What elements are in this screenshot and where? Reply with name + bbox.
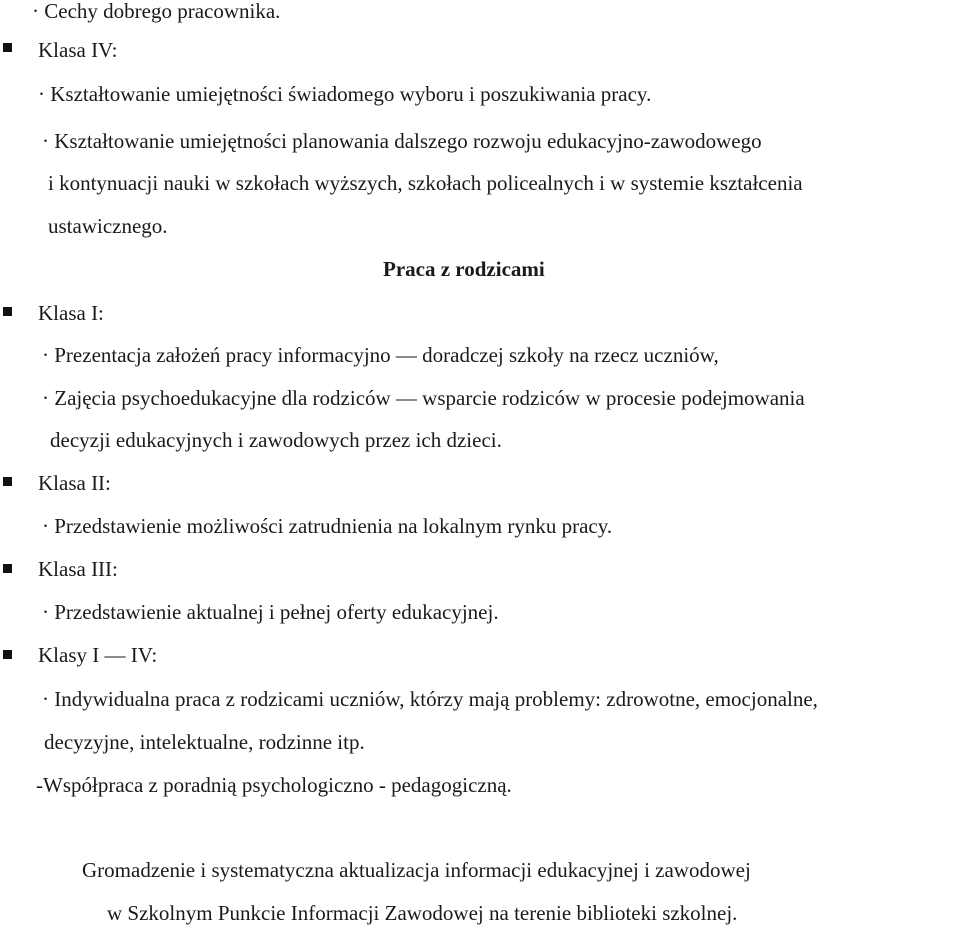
list-item-text: Cechy dobrego pracownika. bbox=[44, 0, 281, 23]
list-item bbox=[42, 342, 719, 368]
class-label: Klasa IV: bbox=[38, 38, 118, 62]
class-label: Klasa I: bbox=[38, 301, 104, 325]
list-item-text: Kształtowanie umiejętności świadomego wyboru i poszukiwania pracy. bbox=[50, 82, 652, 106]
list-item bbox=[32, 0, 280, 24]
list-item bbox=[42, 385, 805, 411]
list-item bbox=[42, 686, 818, 712]
square-bullet-icon bbox=[3, 477, 12, 486]
section-heading: Praca z rodzicami bbox=[383, 257, 545, 281]
list-item-text: Kształtowanie umiejętności planowania dalszego rozwoju edukacyjno-zawodowego bbox=[54, 129, 762, 153]
square-bullet-icon bbox=[3, 43, 12, 52]
list-item bbox=[42, 513, 612, 539]
list-item bbox=[38, 81, 651, 107]
list-item-continuation: decyzyjne, intelektualne, rodzinne itp. bbox=[44, 730, 365, 754]
square-bullet-icon bbox=[3, 650, 12, 659]
dot-marker: · bbox=[38, 82, 45, 106]
dot-marker: · bbox=[42, 687, 49, 711]
dot-marker: · bbox=[42, 129, 49, 153]
list-item bbox=[42, 128, 762, 154]
dot-marker: · bbox=[42, 386, 49, 410]
list-item-text: Przedstawienie aktualnej i pełnej oferty edukacyjnej. bbox=[54, 600, 499, 624]
list-item-text: Indywidualna praca z rodzicami uczniów, którzy mają problemy: zdrowotne, emocjonalne, bbox=[54, 687, 818, 711]
footer-line: w Szkolnym Punkcie Informacji Zawodowej na terenie biblioteki szkolnej. bbox=[107, 901, 738, 925]
dot-marker: · bbox=[42, 343, 49, 367]
list-item-text: Zajęcia psychoedukacyjne dla rodziców — wsparcie rodziców w procesie podejmowania bbox=[54, 386, 805, 410]
list-item-text: Prezentacja założeń pracy informacyjno — doradczej szkoły na rzecz uczniów, bbox=[54, 343, 719, 367]
list-item-continuation: ustawicznego. bbox=[48, 214, 168, 238]
dot-marker: · bbox=[32, 0, 39, 23]
list-item-continuation: decyzji edukacyjnych i zawodowych przez ich dzieci. bbox=[50, 428, 502, 452]
square-bullet-icon bbox=[3, 564, 12, 573]
list-item-text: Przedstawienie możliwości zatrudnienia na lokalnym rynku pracy. bbox=[54, 514, 613, 538]
list-item-continuation: i kontynuacji nauki w szkołach wyższych, szkołach policealnych i w systemie kształcenia bbox=[48, 171, 803, 195]
list-item: -Współpraca z poradnią psychologiczno - pedagogiczną. bbox=[36, 773, 512, 797]
class-label: Klasa III: bbox=[38, 557, 118, 581]
list-item bbox=[42, 599, 499, 625]
dot-marker: · bbox=[42, 600, 49, 624]
class-label: Klasa II: bbox=[38, 471, 111, 495]
footer-line: Gromadzenie i systematyczna aktualizacja informacji edukacyjnej i zawodowej bbox=[82, 858, 751, 882]
square-bullet-icon bbox=[3, 307, 12, 316]
dot-marker: · bbox=[42, 514, 49, 538]
class-label: Klasy I — IV: bbox=[38, 643, 158, 667]
